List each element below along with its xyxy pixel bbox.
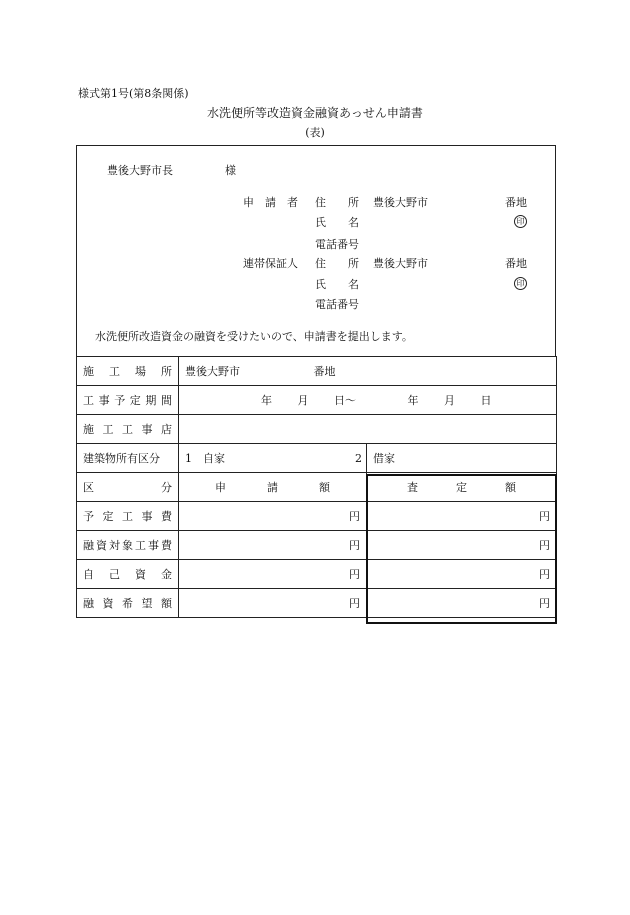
ownership-rent-option[interactable]: [355, 444, 557, 473]
applicant-phone-label: 電話番号: [315, 238, 359, 251]
period-start-day: 日～: [334, 394, 356, 407]
site-city: 豊後大野市: [185, 365, 240, 378]
requested-header-cell: [179, 473, 367, 502]
addressee-name: 豊後大野市長: [107, 164, 173, 177]
table-row: [77, 589, 557, 618]
period-label: 工 事 予 定 期 間: [83, 394, 172, 407]
item-label-cell: [77, 531, 179, 560]
requested-header: 申 請 額: [215, 481, 330, 494]
form-number: 様式第1号(第8条関係): [78, 87, 189, 100]
category-header-cell: [77, 473, 179, 502]
requested-own-funds[interactable]: [179, 560, 367, 589]
assessed-planned-cost[interactable]: [367, 502, 557, 531]
applicant-banchi-label: 番地: [505, 196, 527, 209]
guarantor-name-label: 氏 名: [315, 278, 359, 291]
item-label-cell: [77, 560, 179, 589]
ownership-rent-label: 2 借家: [355, 452, 395, 465]
site-label-cell: [77, 357, 179, 386]
period-end-year: 年: [407, 394, 419, 407]
table-row: [77, 444, 557, 473]
requested-planned-cost[interactable]: [179, 502, 367, 531]
application-details-table: [76, 356, 557, 618]
assessed-header: 査 定 額: [407, 481, 516, 494]
item-label-cell: [77, 502, 179, 531]
applicant-address-value[interactable]: 豊後大野市: [373, 196, 428, 209]
contractor-label-cell: [77, 415, 179, 444]
applicant-role-label: 申 請 者: [243, 196, 298, 209]
site-label: 施 工 場 所: [83, 365, 172, 378]
guarantor-seal-icon: 印: [514, 277, 527, 290]
applicant-name-label: 氏 名: [315, 216, 359, 229]
item-label-cell: [77, 589, 179, 618]
item-label-eligible-cost: 融 資 対 象 工 事 費: [83, 539, 172, 552]
assessed-loan-amount[interactable]: [367, 589, 557, 618]
contractor-value-cell[interactable]: [179, 415, 557, 444]
addressee-honorific: 様: [225, 164, 236, 177]
applicant-section: [76, 145, 556, 357]
table-row: [77, 502, 557, 531]
form-title: 水洗便所等改造資金融資あっせん申請書: [207, 106, 423, 120]
guarantor-banchi-label: 番地: [505, 257, 527, 270]
yen-unit: 円: [349, 597, 360, 610]
yen-unit: 円: [539, 510, 550, 523]
table-row: [77, 386, 557, 415]
guarantor-address-value[interactable]: 豊後大野市: [373, 257, 428, 270]
table-row: [77, 473, 557, 502]
ownership-label-cell: [77, 444, 179, 473]
yen-unit: 円: [349, 510, 360, 523]
ownership-label: 建築物所有区分: [83, 452, 160, 465]
period-value-cell[interactable]: [179, 386, 557, 415]
applicant-address-label: 住 所: [315, 196, 359, 209]
guarantor-address-label: 住 所: [315, 257, 359, 270]
period-end-day: 日: [480, 394, 492, 407]
application-statement: 水洗便所改造資金の融資を受けたいので、申請書を提出します。: [95, 330, 413, 343]
yen-unit: 円: [349, 568, 360, 581]
period-label-cell: [77, 386, 179, 415]
assessed-header-cell: [367, 473, 557, 502]
item-label-loan-request: 融 資 希 望 額: [83, 597, 172, 610]
table-row: [77, 560, 557, 589]
assessed-eligible-cost[interactable]: [367, 531, 557, 560]
requested-loan-amount[interactable]: [179, 589, 367, 618]
guarantor-phone-label: 電話番号: [315, 298, 359, 311]
yen-unit: 円: [539, 568, 550, 581]
yen-unit: 円: [539, 539, 550, 552]
period-start-year: 年: [261, 394, 272, 407]
table-row: [77, 531, 557, 560]
applicant-seal-icon: 印: [514, 215, 527, 228]
site-banchi: 番地: [313, 365, 336, 378]
ownership-own-label: 1 自家: [185, 452, 225, 465]
table-row: [77, 415, 557, 444]
category-header: 区 分: [83, 481, 172, 494]
item-label-planned-cost: 予 定 工 事 費: [83, 510, 172, 523]
site-value-cell[interactable]: [179, 357, 557, 386]
yen-unit: 円: [539, 597, 550, 610]
contractor-label: 施 工 工 事 店: [83, 423, 172, 436]
table-row: [77, 357, 557, 386]
requested-eligible-cost[interactable]: [179, 531, 367, 560]
assessed-own-funds[interactable]: [367, 560, 557, 589]
guarantor-role-label: 連帯保証人: [243, 257, 298, 270]
item-label-own-funds: 自 己 資 金: [83, 568, 172, 581]
period-end-month: 月: [444, 394, 455, 407]
yen-unit: 円: [349, 539, 360, 552]
form-subtitle: (表): [305, 126, 325, 139]
period-start-month: 月: [297, 394, 309, 407]
ownership-own-option[interactable]: [179, 444, 367, 473]
